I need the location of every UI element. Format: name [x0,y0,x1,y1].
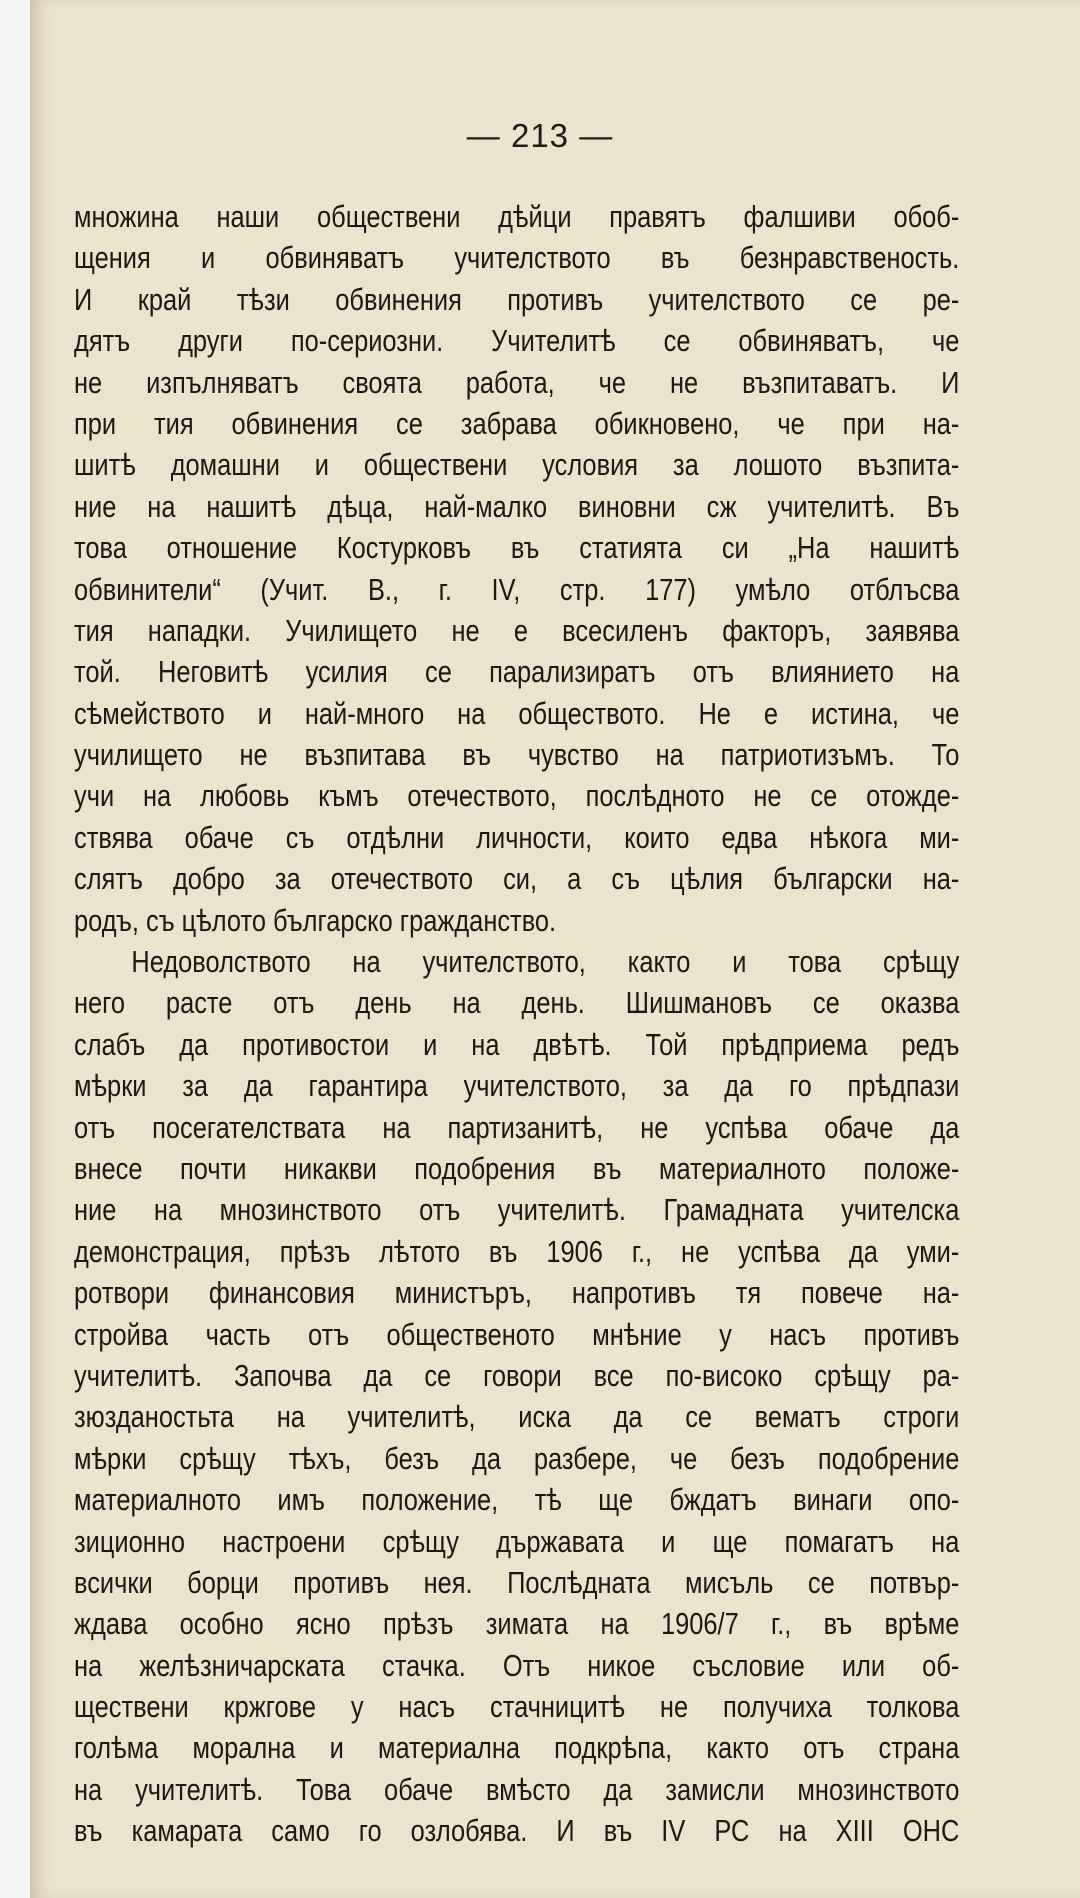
text-line: обвинители“ (Учит. В., г. IV, стр. 177) умѣло отблъсва [74,571,960,607]
text-line: отъ посегателствата на партизанитѣ, не успѣва обаче да [74,1109,960,1145]
text-line: ние на нашитѣ дѣца, най-малко виновни сж учителитѣ. Въ [74,488,960,524]
text-line: учителитѣ. Започва да се говори все по-високо срѣщу ра- [74,1357,960,1393]
text-line: него расте отъ день на день. Шишмановъ се оказва [74,985,960,1021]
paragraph-start-line: Недоволството на учителството, както и това срѣщу [131,944,960,980]
text-line: шитѣ домашни и обществени условия за лошото възпита- [74,447,960,483]
page-number: — 213 — [466,117,614,154]
paragraph-end-line: родъ, съ цѣлото българско гражданство. [74,902,557,938]
text-line: демонстрация, прѣзъ лѣтото въ 1906 г., не успѣва да уми- [74,1233,960,1269]
text-line: ротвори финансовия министъръ, напротивъ тя повече на- [74,1275,960,1311]
text-line: това отношение Костурковъ въ статията си „На нашитѣ [74,530,960,566]
text-line: мѣрки за да гарантира учителството, за да го прѣдпази [74,1068,960,1104]
text-line: щения и обвиняватъ учителството въ безнравственость. [74,240,960,276]
text-line: множина наши обществени дѣйци правятъ фалшиви обоб- [74,199,960,234]
text-line: стройва часть отъ общественото мнѣние у насъ противъ [74,1316,960,1352]
text-line: всички борци противъ нея. Послѣдната мисъль се потвър- [74,1564,960,1600]
text-line: сѣмейството и най-много на обществото. Не е истина, че [74,695,960,731]
text-line: не изпълняватъ своята работа, че не възпитаватъ. И [74,364,960,400]
text-line: зиционно настроени срѣщу държавата и ще помагатъ на [74,1523,960,1559]
text-line: ществени кржгове у насъ стачницитѣ не получиха толкова [74,1689,960,1725]
text-line: дятъ други по-сериозни. Учителитѣ се обвиняватъ, че [74,323,960,359]
text-line: ние на мнозинството отъ учителитѣ. Грамадната учителска [74,1192,960,1228]
text-line: ствява обаче съ отдѣлни личности, които едва нѣкога ми- [74,819,960,855]
text-line: слятъ добро за отечеството си, а съ цѣлия български на- [74,861,960,897]
body-text [74,196,959,1852]
text-line: зюзданостьта на учителитѣ, иска да се вематъ строги [74,1399,960,1435]
text-line: внесе почти никакви подобрения въ материалното положе- [74,1150,960,1186]
text-line: голѣма морална и материална подкрѣпа, както отъ страна [74,1730,960,1766]
text-line: ждава особно ясно прѣзъ зимата на 1906/7 г., въ врѣме [74,1606,960,1642]
text-line: учи на любовь къмъ отечеството, послѣдното не се отожде- [74,778,960,814]
text-line: на учителитѣ. Това обаче вмѣсто да замисли мнозинството [74,1771,960,1807]
text-line: училището не възпитава въ чувство на патриотизъмъ. То [74,737,960,773]
text-line: при тия обвинения се забрава обикновено, че при на- [74,405,960,441]
text-line: И край тѣзи обвинения противъ учителството се ре- [74,281,960,317]
text-line: слабъ да противостои и на двѣтѣ. Той прѣдприема редъ [74,1026,960,1062]
text-line: материалното имъ положение, тѣ ще бждатъ винаги опо- [74,1482,960,1518]
text-line: тия нападки. Училището не е всесиленъ факторъ, заявява [74,612,960,648]
text-line: на желѣзничарската стачка. Отъ никое съсловие или об- [74,1647,960,1683]
text-line: мѣрки срѣщу тѣхъ, безъ да разбере, че безъ подобрение [74,1440,960,1476]
text-line: въ камарата само го озлобява. И въ IV РС на XIII ОНС [74,1813,960,1849]
text-line: той. Неговитѣ усилия се парализиратъ отъ влиянието на [74,654,960,690]
